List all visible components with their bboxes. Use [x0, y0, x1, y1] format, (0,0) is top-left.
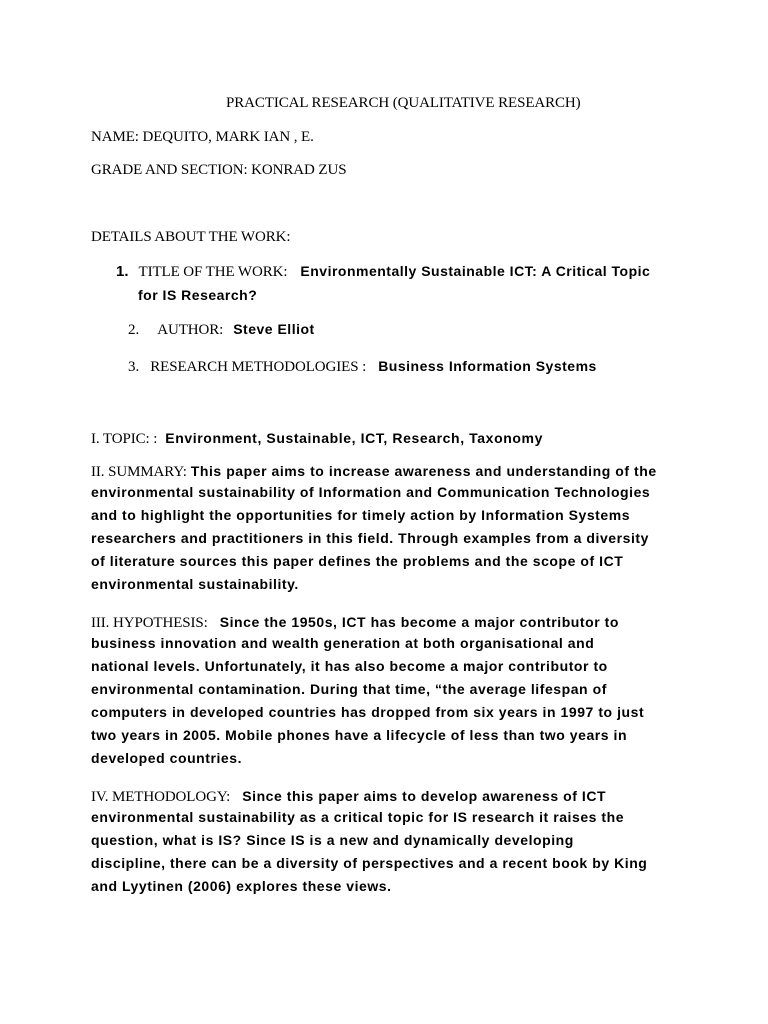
summary-label: II. SUMMARY: — [91, 464, 187, 480]
methodology-text: Since this paper aims to develop awareness of ICT — [242, 788, 607, 804]
hypothesis-line: two years in 2005. Mobile phones have a lifecycle of less than two years in — [91, 727, 628, 743]
hypothesis-line — [91, 613, 691, 632]
hypothesis-text: Since the 1950s, ICT has become a major contributor to — [219, 614, 619, 630]
summary-paragraph — [91, 462, 691, 596]
grade-section-line: GRADE AND SECTION: KONRAD ZUS — [91, 162, 347, 178]
methodology-line — [91, 787, 691, 806]
list-value: Steve Elliot — [233, 321, 315, 337]
list-item-title-of-work — [116, 262, 650, 281]
topic-line — [91, 429, 543, 448]
summary-line — [91, 462, 691, 481]
list-value-continued: for IS Research? — [138, 287, 258, 303]
hypothesis-line: environmental contamination. During that time, “the average lifespan of — [91, 681, 607, 697]
hypothesis-label: III. HYPOTHESIS: — [91, 615, 208, 631]
hypothesis-line: computers in developed countries has dropped from six years in 1997 to just — [91, 704, 645, 720]
methodology-label: IV. METHODOLOGY: — [91, 789, 231, 805]
methodology-line: discipline, there can be a diversity of perspectives and a recent book by King — [91, 855, 648, 871]
list-value: Business Information Systems — [378, 358, 597, 374]
methodology-line: and Lyytinen (2006) explores these views. — [91, 878, 392, 894]
hypothesis-line: national levels. Unfortunately, it has also become a major contributor to — [91, 658, 608, 674]
hypothesis-line: developed countries. — [91, 750, 243, 766]
summary-line: and to highlight the opportunities for timely action by Information Systems — [91, 507, 631, 523]
hypothesis-paragraph — [91, 613, 691, 770]
document-title: PRACTICAL RESEARCH (QUALITATIVE RESEARCH) — [226, 95, 581, 111]
details-heading: DETAILS ABOUT THE WORK: — [91, 229, 291, 245]
summary-text: This paper aims to increase awareness and understanding of the — [190, 463, 657, 479]
list-label: AUTHOR: — [157, 322, 224, 338]
list-number: 3. — [128, 359, 140, 375]
list-label: RESEARCH METHODOLOGIES : — [150, 359, 367, 375]
hypothesis-line: business innovation and wealth generation at both organisational and — [91, 635, 595, 651]
methodology-line: environmental sustainability as a critical topic for IS research it raises the — [91, 809, 625, 825]
topic-text: Environment, Sustainable, ICT, Research, Taxonomy — [165, 430, 543, 446]
methodology-paragraph — [91, 787, 691, 898]
topic-label: I. TOPIC: : — [91, 431, 158, 447]
list-value: Environmentally Sustainable ICT: A Critical Topic — [300, 263, 651, 279]
methodology-line: question, what is IS? Since IS is a new and dynamically developing — [91, 832, 574, 848]
summary-line: researchers and practitioners in this field. Through examples from a diversity — [91, 530, 649, 546]
summary-line: environmental sustainability. — [91, 576, 299, 592]
summary-line: environmental sustainability of Information and Communication Technologies — [91, 484, 651, 500]
list-item-research-methodologies — [128, 357, 597, 376]
name-line: NAME: DEQUITO, MARK IAN , E. — [91, 129, 314, 145]
list-item-author — [128, 320, 315, 339]
list-number: 1. — [116, 263, 129, 280]
summary-line: of literature sources this paper defines the problems and the scope of ICT — [91, 553, 624, 569]
list-label: TITLE OF THE WORK: — [138, 264, 288, 280]
list-number: 2. — [128, 322, 140, 338]
